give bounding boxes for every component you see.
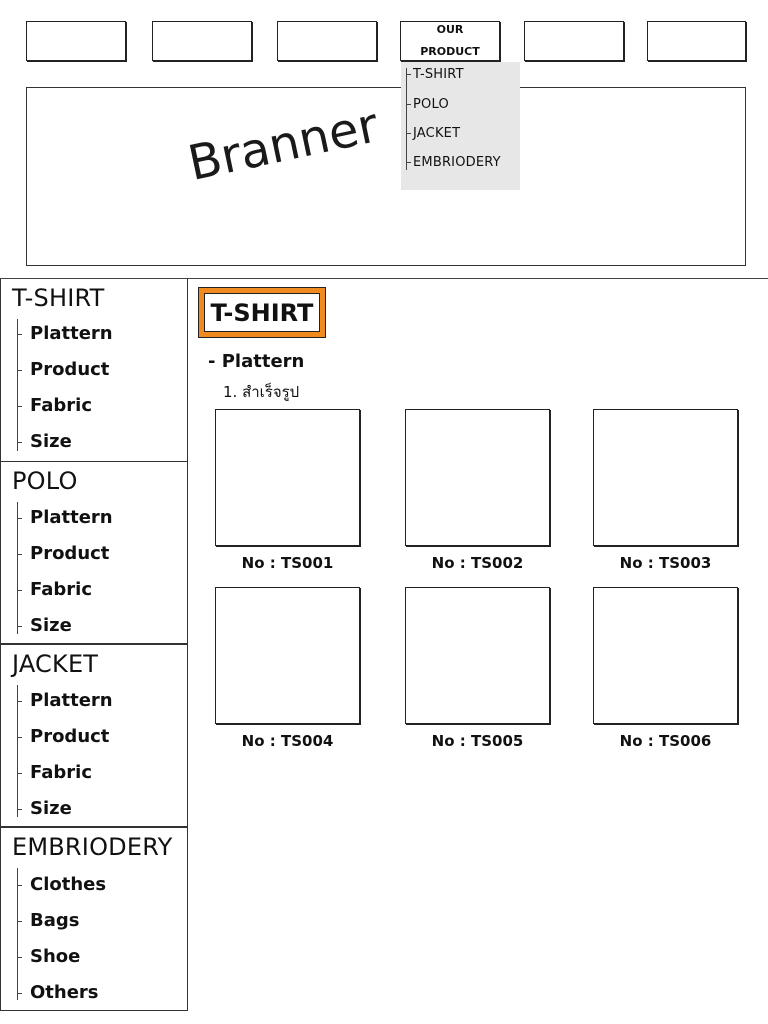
sidebar-item-product[interactable]: Product: [30, 726, 110, 747]
sidebar-title[interactable]: POLO: [12, 467, 78, 495]
category-title-frame: [198, 287, 326, 338]
nav-item-our-product[interactable]: [400, 21, 500, 61]
product-thumbnail-4[interactable]: [215, 587, 360, 724]
sidebar-title[interactable]: JACKET: [12, 650, 99, 678]
product-code: No : TS004: [241, 732, 334, 750]
sidebar-item-others[interactable]: Others: [30, 982, 99, 1003]
dropdown-item-embriodery[interactable]: EMBRIODERY: [407, 155, 501, 170]
product-code: No : TS002: [431, 554, 524, 572]
sidebar-item-product[interactable]: Product: [30, 543, 110, 564]
sidebar-item-clothes[interactable]: Clothes: [30, 874, 107, 895]
product-code: No : TS006: [619, 732, 712, 750]
product-code: No : TS003: [619, 554, 712, 572]
sidebar-item-plattern[interactable]: Plattern: [30, 507, 113, 528]
product-thumbnail-1[interactable]: [215, 409, 360, 546]
sidebar-tree-line: [17, 685, 22, 817]
nav-item-1[interactable]: [26, 21, 126, 61]
product-thumbnail-5[interactable]: [405, 587, 550, 724]
sidebar-group-polo: [0, 461, 188, 644]
sidebar-item-fabric[interactable]: Fabric: [30, 579, 92, 600]
product-code: No : TS005: [431, 732, 524, 750]
sidebar-item-size[interactable]: Size: [30, 431, 72, 452]
product-thumbnail-3[interactable]: [593, 409, 738, 546]
sidebar-group-jacket: [0, 644, 188, 827]
product-code: No : TS001: [241, 554, 334, 572]
sidebar-title[interactable]: EMBRIODERY: [12, 833, 173, 861]
sidebar-item-size[interactable]: Size: [30, 798, 72, 819]
category-title: T-SHIRT: [204, 293, 320, 332]
sidebar-item-shoe[interactable]: Shoe: [30, 946, 81, 967]
sidebar-tree-line: [17, 868, 22, 1000]
sidebar-item-fabric[interactable]: Fabric: [30, 762, 92, 783]
sub-label: 1. สำเร็จรูป: [223, 383, 300, 401]
sidebar-group-tshirt: [0, 279, 188, 462]
sidebar-title[interactable]: T-SHIRT: [12, 284, 105, 312]
sidebar-item-size[interactable]: Size: [30, 615, 72, 636]
dropdown-item-polo[interactable]: POLO: [407, 97, 449, 112]
banner: [26, 87, 746, 266]
banner-text: Branner: [183, 97, 383, 192]
sidebar-tree-line: [17, 319, 22, 451]
sidebar-item-product[interactable]: Product: [30, 359, 110, 380]
product-dropdown-menu: [401, 62, 520, 190]
section-label: - Plattern: [208, 351, 305, 372]
product-thumbnail-6[interactable]: [593, 587, 738, 724]
sidebar-item-plattern[interactable]: Plattern: [30, 323, 113, 344]
sidebar-tree-line: [17, 502, 22, 634]
nav-item-6[interactable]: [647, 21, 746, 61]
dropdown-item-jacket[interactable]: JACKET: [407, 126, 460, 141]
nav-item-5[interactable]: [524, 21, 624, 61]
dropdown-item-tshirt[interactable]: T-SHIRT: [407, 67, 464, 82]
sidebar-item-bags[interactable]: Bags: [30, 910, 80, 931]
product-thumbnail-2[interactable]: [405, 409, 550, 546]
nav-product-label-line1: OUR: [436, 23, 464, 36]
sidebar-group-embriodery: [0, 827, 188, 1011]
nav-product-label-line2: PRODUCT: [420, 45, 480, 58]
nav-item-2[interactable]: [152, 21, 252, 61]
sidebar-item-plattern[interactable]: Plattern: [30, 690, 113, 711]
sidebar-item-fabric[interactable]: Fabric: [30, 395, 92, 416]
nav-item-3[interactable]: [277, 21, 377, 61]
